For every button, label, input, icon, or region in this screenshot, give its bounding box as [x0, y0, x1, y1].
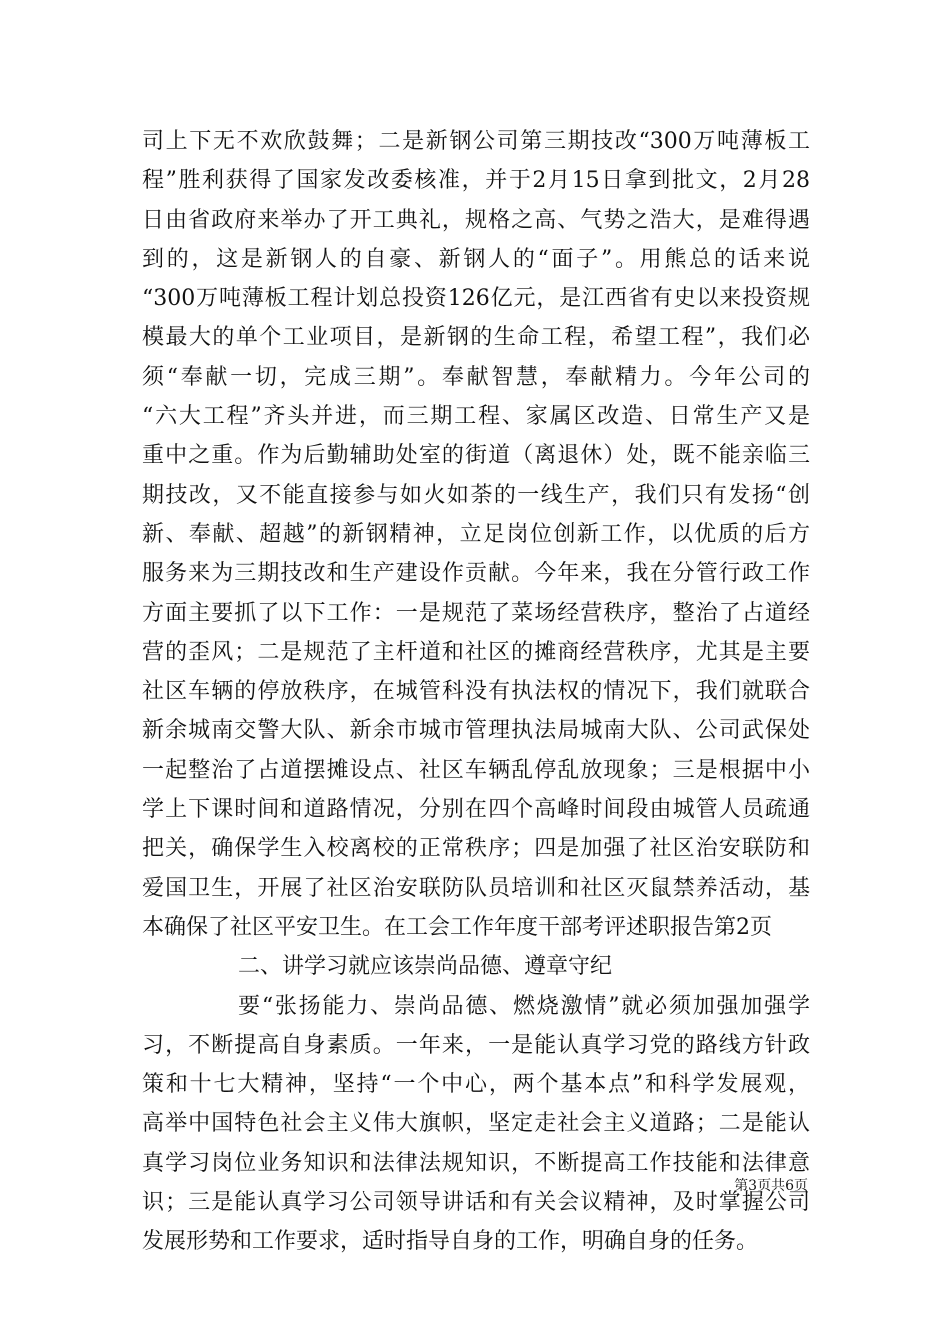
- text-line: 新、奉献、超越”的新钢精神，立足岗位创新工作，以优质的后方: [142, 521, 810, 547]
- text-line: 习，不断提高自身素质。一年来，一是能认真学习党的路线方针政: [142, 1032, 810, 1058]
- page-number: 第3页共6页: [734, 1178, 808, 1194]
- text-line: 日由省政府来举办了开工典礼，规格之高、气势之浩大，是难得遇: [142, 207, 810, 233]
- text-line: 社区车辆的停放秩序，在城管科没有执法权的情况下，我们就联合: [142, 679, 810, 705]
- text-line: 到的，这是新钢人的自豪、新钢人的“面子”。用熊总的话来说: [142, 246, 810, 272]
- text-line: 方面主要抓了以下工作：一是规范了菜场经营秩序，整治了占道经: [142, 600, 810, 626]
- text-line: 新余城南交警大队、新余市城市管理执法局城南大队、公司武保处: [142, 718, 810, 744]
- text-line: 服务来为三期技改和生产建设作贡献。今年来，我在分管行政工作: [142, 561, 810, 587]
- text-line: 一起整治了占道摆摊设点、社区车辆乱停乱放现象；三是根据中小: [142, 757, 810, 783]
- body-text: [142, 122, 810, 1262]
- text-line: 爱国卫生，开展了社区治安联防队员培训和社区灭鼠禁养活动，基: [142, 875, 810, 901]
- text-line: 程”胜利获得了国家发改委核准，并于2月15日拿到批文，2月28: [142, 168, 810, 194]
- text-line: 营的歪风；二是规范了主杆道和社区的摊商经营秩序，尤其是主要: [142, 639, 810, 665]
- text-line: 期技改，又不能直接参与如火如荼的一线生产，我们只有发扬“创: [142, 482, 810, 508]
- section-heading: 二、讲学习就应该崇尚品德、遵章守纪: [238, 954, 613, 980]
- text-line: 司上下无不欢欣鼓舞；二是新钢公司第三期技改“300万吨薄板工: [142, 129, 810, 154]
- text-line: 把关，确保学生入校离校的正常秩序；四是加强了社区治安联防和: [142, 836, 810, 862]
- text-line: “六大工程”齐头并进，而三期工程、家属区改造、日常生产又是: [142, 404, 810, 430]
- text-line: 高举中国特色社会主义伟大旗帜，坚定走社会主义道路；二是能认: [142, 1111, 810, 1137]
- text-line: 真学习岗位业务知识和法律法规知识，不断提高工作技能和法律意: [142, 1150, 810, 1176]
- text-line: 学上下课时间和道路情况，分别在四个高峰时间段由城管人员疏通: [142, 797, 810, 823]
- text-line: 须“奉献一切，完成三期”。奉献智慧，奉献精力。今年公司的: [142, 364, 810, 390]
- text-line: 识；三是能认真学习公司领导讲话和有关会议精神，及时掌握公司: [142, 1190, 810, 1216]
- text-line: 策和十七大精神，坚持“一个中心，两个基本点”和科学发展观，: [142, 1072, 810, 1098]
- paragraph-first-line: 要“张扬能力、崇尚品德、燃烧激情”就必须加强加强学: [238, 993, 810, 1019]
- text-line: 发展形势和工作要求，适时指导自身的工作，明确自身的任务。: [142, 1229, 759, 1255]
- text-line: “300万吨薄板工程计划总投资126亿元，是江西省有史以来投资规: [142, 286, 810, 312]
- text-line: 重中之重。作为后勤辅助处室的街道（离退休）处，既不能亲临三: [142, 443, 810, 469]
- text-line: 本确保了社区平安卫生。在工会工作年度干部考评述职报告第2页: [142, 914, 772, 940]
- text-line: 模最大的单个工业项目，是新钢的生命工程，希望工程”，我们必: [142, 325, 810, 351]
